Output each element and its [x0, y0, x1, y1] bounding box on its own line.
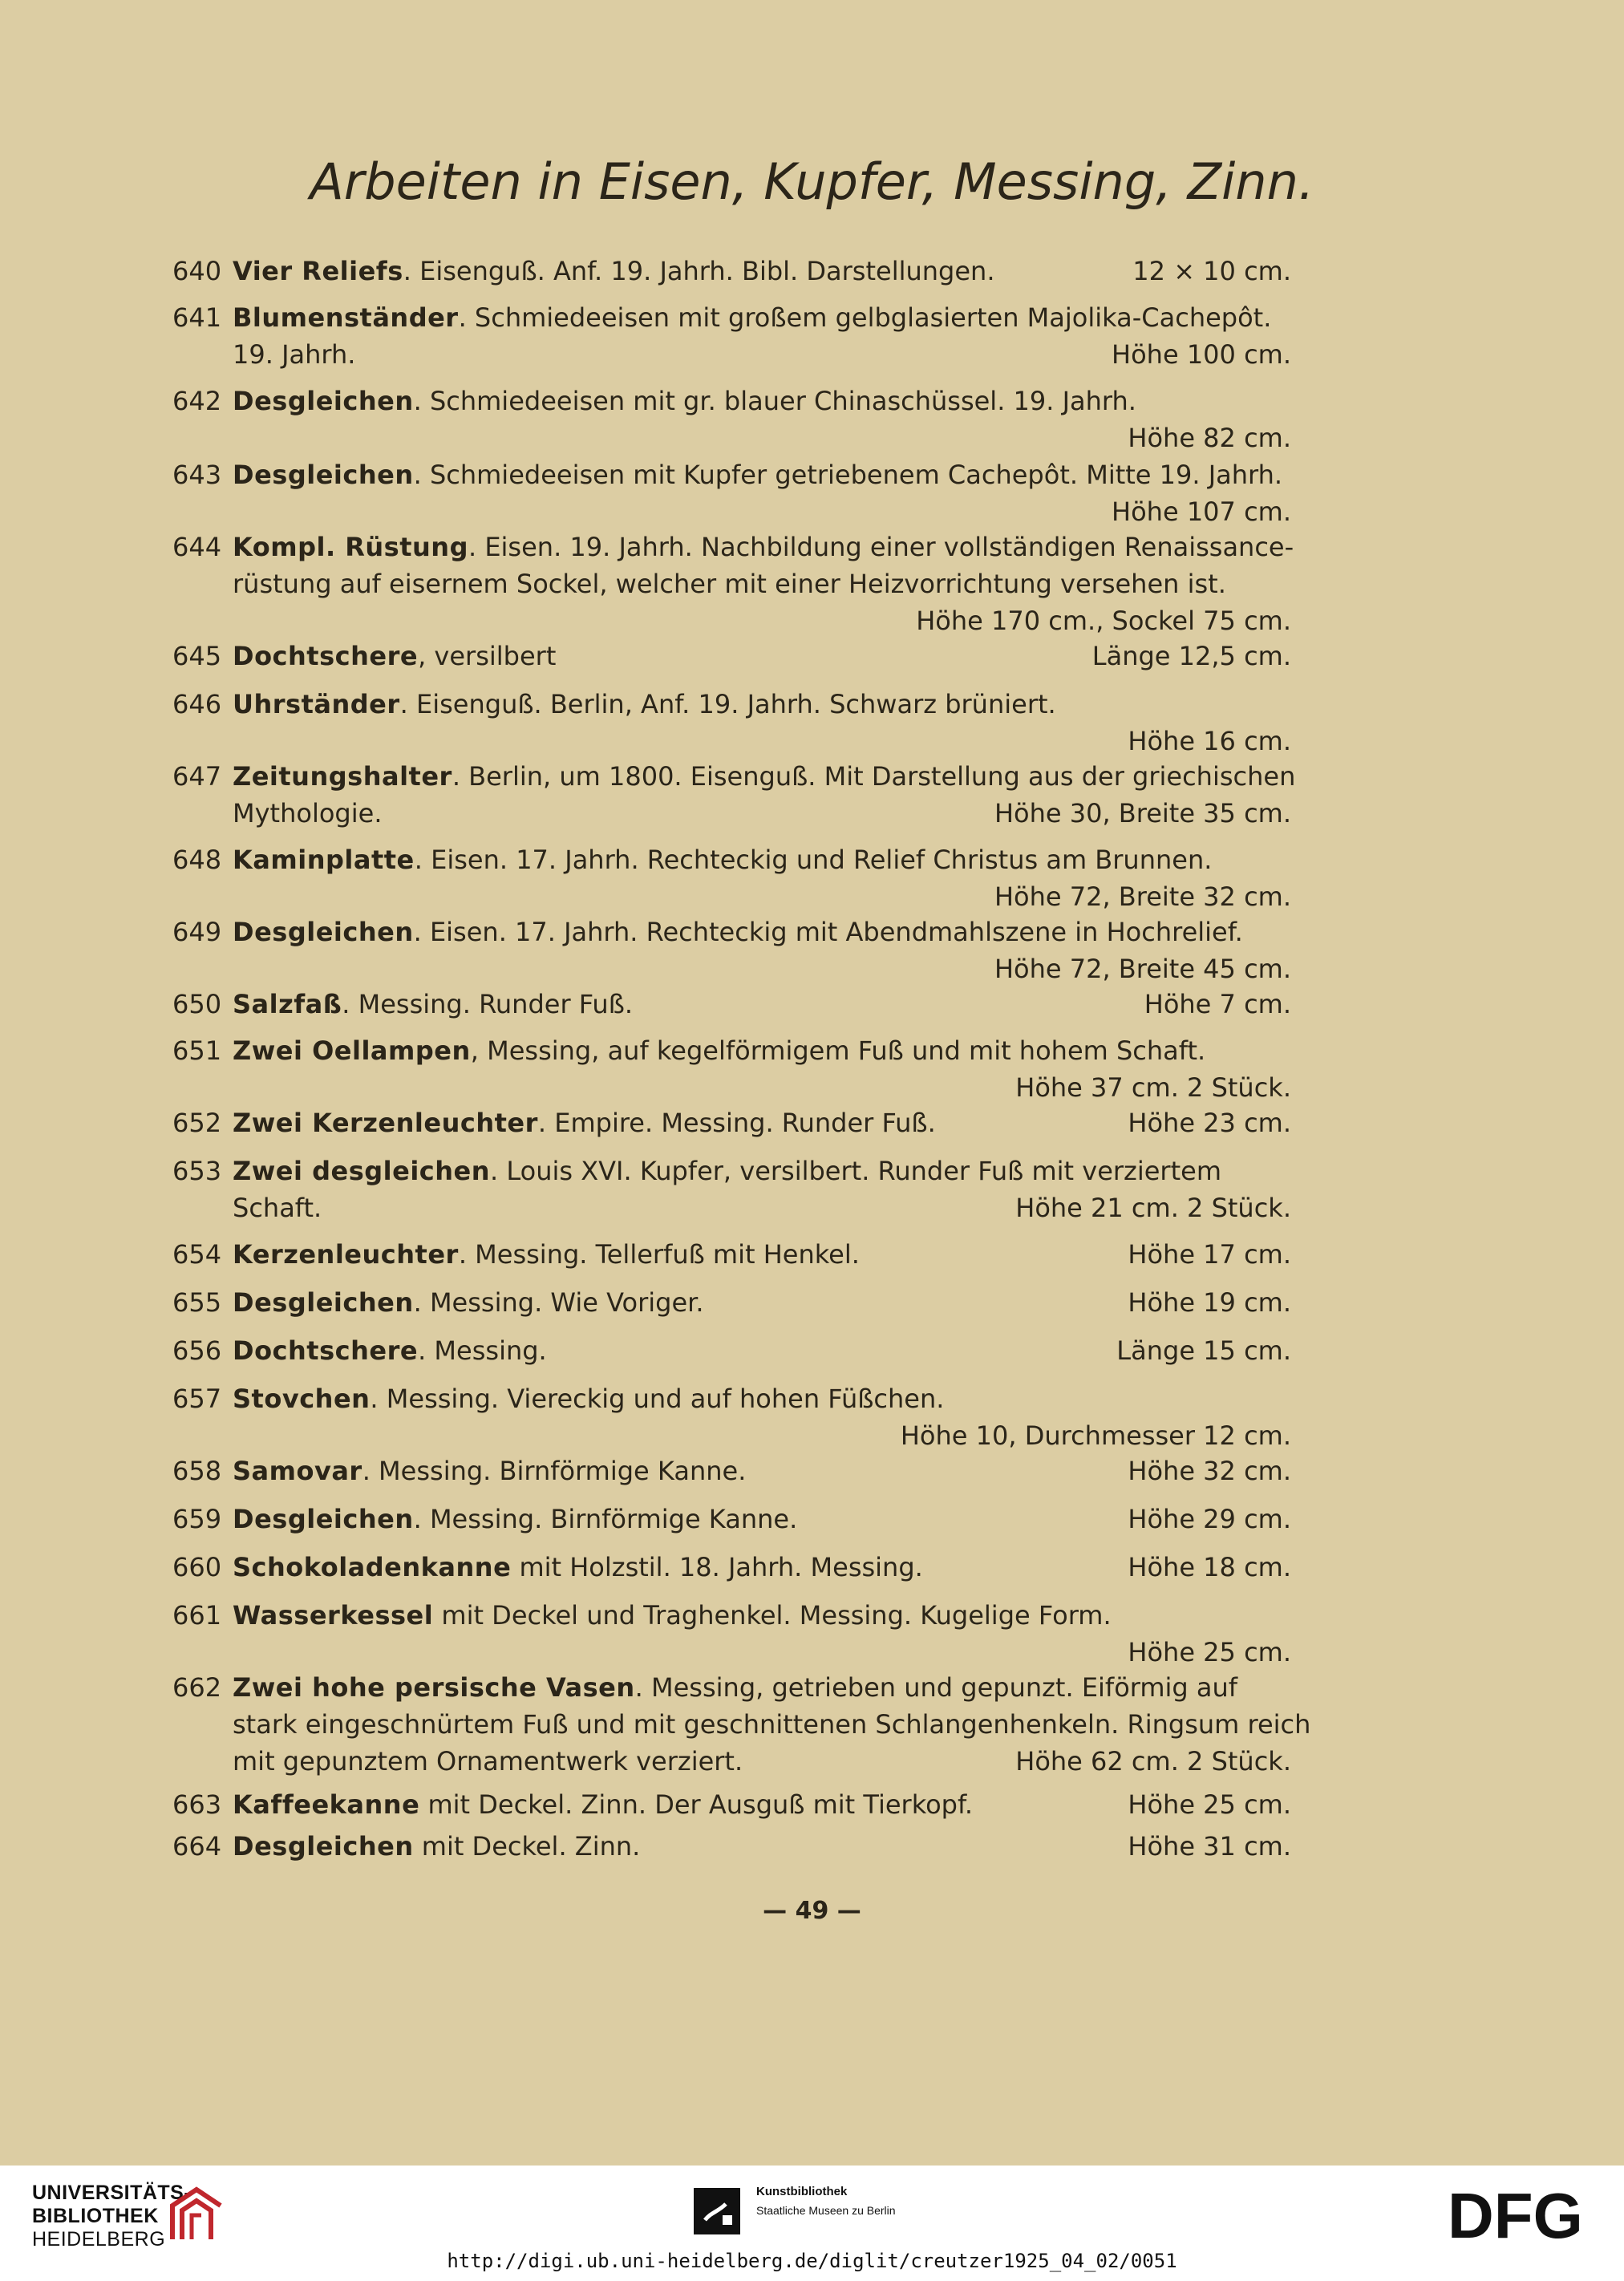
page-number: — 49 —	[763, 1897, 861, 1925]
catalog-entry-650	[172, 986, 1339, 1023]
entry-description: . Messing.	[418, 1335, 547, 1366]
entry-name: Zwei Kerzenleuchter	[233, 1108, 538, 1138]
entry-name: Wasserkessel	[233, 1600, 434, 1631]
entry-name: Desgleichen	[233, 1287, 414, 1318]
entry-description: . Messing. Birnförmige Kanne.	[413, 1504, 798, 1534]
entry-description-cont: Schaft.	[233, 1193, 322, 1223]
catalog-entry-664	[172, 1828, 1339, 1865]
entry-description: mit Deckel. Zinn. Der Ausguß mit Tierkopf.	[419, 1789, 974, 1820]
catalog-entry-646	[172, 686, 1339, 760]
entry-measure: Höhe 82 cm.	[1128, 423, 1291, 453]
entry-description-cont: 19. Jahrh.	[233, 339, 356, 370]
ub-logo-line3: HEIDELBERG	[32, 2228, 166, 2251]
catalog-entry-649	[172, 914, 1339, 987]
entry-number: 648	[172, 845, 222, 875]
entry-description: . Schmiedeeisen mit großem gelbglasierten Majolika-Cachepôt.	[458, 302, 1272, 333]
catalog-entry-662	[172, 1669, 1339, 1780]
entry-description: , Messing, auf kegelförmigem Fuß und mit hohem Schaft.	[470, 1035, 1206, 1066]
catalog-entry-661	[172, 1597, 1339, 1671]
entry-description-cont2: mit gepunztem Ornamentwerk verziert.	[233, 1746, 743, 1777]
entry-name: Salzfaß	[233, 989, 342, 1019]
ub-logo-line2: BIBLIOTHEK	[32, 2205, 159, 2227]
entry-measure: Höhe 21 cm. 2 Stück.	[1015, 1193, 1291, 1223]
entry-measure: Höhe 170 cm., Sockel 75 cm.	[916, 606, 1291, 636]
entry-name: Stovchen	[233, 1384, 371, 1414]
entry-name: Zwei hohe persische Vasen	[233, 1672, 635, 1703]
kunstbibliothek-logo[interactable]	[694, 2182, 934, 2238]
catalog-entry-640	[172, 253, 1339, 290]
entry-description: . Messing, getrieben und gepunzt. Eiförmig auf	[634, 1672, 1238, 1703]
catalog-entry-655	[172, 1284, 1339, 1321]
entry-name: Dochtschere	[233, 641, 419, 671]
entry-number: 653	[172, 1156, 222, 1186]
kunstbibliothek-name: Kunstbibliothek	[756, 2185, 848, 2198]
entry-number: 645	[172, 641, 222, 671]
entry-name: Blumenständer	[233, 302, 459, 333]
entry-number: 644	[172, 532, 222, 562]
entry-number: 664	[172, 1831, 222, 1862]
entry-number: 655	[172, 1287, 222, 1318]
catalog-entry-660	[172, 1549, 1339, 1586]
entry-description: . Eisen. 17. Jahrh. Rechteckig mit Abendmahlszene in Hochrelief.	[413, 917, 1243, 947]
dfg-logo[interactable]	[1448, 2188, 1608, 2244]
entry-description-cont: Mythologie.	[233, 798, 383, 829]
catalog-entry-659	[172, 1501, 1339, 1538]
entry-description-cont: stark eingeschnürtem Fuß und mit geschnittenen Schlangenhenkeln. Ringsum reich	[233, 1709, 1311, 1740]
entry-description: . Eisen. 17. Jahrh. Rechteckig und Relief Christus am Brunnen.	[414, 845, 1213, 875]
catalog-entry-658	[172, 1452, 1339, 1489]
entry-description: mit Deckel und Traghenkel. Messing. Kugelige Form.	[433, 1600, 1112, 1631]
entry-measure: Höhe 107 cm.	[1112, 496, 1291, 527]
entry-measure: 12 × 10 cm.	[1132, 256, 1291, 286]
entry-measure: Länge 12,5 cm.	[1091, 641, 1291, 671]
entry-measure: Höhe 29 cm.	[1128, 1504, 1291, 1534]
entry-number: 642	[172, 386, 222, 416]
entry-number: 641	[172, 302, 222, 333]
entry-description: . Messing. Viereckig und auf hohen Füßchen.	[370, 1384, 945, 1414]
catalog-entry-648	[172, 841, 1339, 915]
entry-measure: Höhe 31 cm.	[1128, 1831, 1291, 1862]
entry-number: 661	[172, 1600, 222, 1631]
entry-measure: Höhe 16 cm.	[1128, 726, 1291, 756]
entry-measure: Höhe 100 cm.	[1112, 339, 1291, 370]
catalog-entry-657	[172, 1380, 1339, 1454]
entry-description: , versilbert	[418, 641, 557, 671]
catalog-entry-642	[172, 383, 1339, 456]
entry-name: Kaffeekanne	[233, 1789, 420, 1820]
ub-logo-line1: UNIVERSITÄTS-	[32, 2182, 192, 2204]
entry-measure: Höhe 23 cm.	[1128, 1108, 1291, 1138]
entry-number: 656	[172, 1335, 222, 1366]
entry-number: 652	[172, 1108, 222, 1138]
entry-name: Kerzenleuchter	[233, 1239, 459, 1270]
entry-name: Kompl. Rüstung	[233, 532, 468, 562]
entry-number: 658	[172, 1456, 222, 1486]
entry-number: 649	[172, 917, 222, 947]
entry-description: . Messing. Birnförmige Kanne.	[362, 1456, 747, 1486]
entry-measure: Höhe 37 cm. 2 Stück.	[1015, 1072, 1291, 1103]
entry-name: Desgleichen	[233, 460, 414, 490]
entry-name: Kaminplatte	[233, 845, 415, 875]
entry-description: . Eisenguß. Anf. 19. Jahrh. Bibl. Darstellungen.	[403, 256, 995, 286]
entry-number: 646	[172, 689, 222, 719]
entry-number: 663	[172, 1789, 222, 1820]
catalog-entry-652	[172, 1104, 1339, 1141]
catalog-entry-653	[172, 1153, 1339, 1226]
entry-number: 659	[172, 1504, 222, 1534]
catalog-entry-647	[172, 758, 1339, 832]
entry-number: 640	[172, 256, 222, 286]
entry-measure: Höhe 19 cm.	[1128, 1287, 1291, 1318]
ub-emblem-icon	[164, 2183, 229, 2247]
entry-name: Zwei Oellampen	[233, 1035, 471, 1066]
entry-description: . Schmiedeeisen mit Kupfer getriebenem Cachepôt. Mitte 19. Jahrh.	[413, 460, 1283, 490]
entry-description-cont: rüstung auf eisernem Sockel, welcher mit einer Heizvorrichtung versehen ist.	[233, 569, 1226, 599]
entry-description: . Berlin, um 1800. Eisenguß. Mit Darstellung aus der griechischen	[452, 761, 1296, 792]
entry-measure: Höhe 25 cm.	[1128, 1637, 1291, 1667]
catalog-entry-645	[172, 638, 1339, 675]
entry-name: Desgleichen	[233, 917, 414, 947]
entry-description: . Eisenguß. Berlin, Anf. 19. Jahrh. Schwarz brüniert.	[399, 689, 1056, 719]
entry-measure: Höhe 10, Durchmesser 12 cm.	[900, 1420, 1291, 1451]
entry-name: Schokoladenkanne	[233, 1552, 512, 1582]
entry-number: 647	[172, 761, 222, 792]
entry-number: 660	[172, 1552, 222, 1582]
entry-description: mit Deckel. Zinn.	[413, 1831, 641, 1862]
entry-description: . Messing. Runder Fuß.	[342, 989, 634, 1019]
entry-name: Desgleichen	[233, 1504, 414, 1534]
entry-number: 654	[172, 1239, 222, 1270]
entry-number: 650	[172, 989, 222, 1019]
entry-name: Desgleichen	[233, 1831, 414, 1862]
entry-measure: Höhe 7 cm.	[1144, 989, 1291, 1019]
entry-name: Vier Reliefs	[233, 256, 403, 286]
entry-name: Uhrständer	[233, 689, 400, 719]
entry-number: 651	[172, 1035, 222, 1066]
entry-description: . Messing. Wie Voriger.	[413, 1287, 704, 1318]
kunstbibliothek-emblem-icon	[694, 2188, 740, 2234]
catalog-entry-651	[172, 1032, 1339, 1106]
kunstbibliothek-subtitle: Staatliche Museen zu Berlin	[756, 2204, 896, 2217]
entry-name: Zwei desgleichen	[233, 1156, 491, 1186]
entry-name: Dochtschere	[233, 1335, 419, 1366]
entry-description: . Schmiedeeisen mit gr. blauer Chinaschüssel. 19. Jahrh.	[413, 386, 1136, 416]
entry-description: . Messing. Tellerfuß mit Henkel.	[458, 1239, 860, 1270]
entry-measure: Höhe 25 cm.	[1128, 1789, 1291, 1820]
entry-description: mit Holzstil. 18. Jahrh. Messing.	[511, 1552, 923, 1582]
entry-name: Zeitungshalter	[233, 761, 452, 792]
catalog-entry-654	[172, 1236, 1339, 1273]
page-title: Arbeiten in Eisen, Kupfer, Messing, Zinn.	[310, 152, 1314, 211]
entry-measure: Höhe 30, Breite 35 cm.	[994, 798, 1291, 829]
entry-description: . Empire. Messing. Runder Fuß.	[537, 1108, 936, 1138]
entry-measure: Höhe 72, Breite 32 cm.	[994, 881, 1291, 912]
entry-name: Desgleichen	[233, 386, 414, 416]
permalink-url[interactable]: http://digi.ub.uni-heidelberg.de/diglit/creutzer1925_04_02/0051	[447, 2250, 1177, 2272]
catalog-entry-643	[172, 456, 1339, 530]
dfg-text: DFG	[1448, 2188, 1583, 2244]
entry-measure: Höhe 72, Breite 45 cm.	[994, 954, 1291, 984]
entry-measure: Höhe 17 cm.	[1128, 1239, 1291, 1270]
entry-measure: Höhe 18 cm.	[1128, 1552, 1291, 1582]
entry-number: 643	[172, 460, 222, 490]
catalog-entry-644	[172, 529, 1339, 639]
entry-measure: Höhe 32 cm.	[1128, 1456, 1291, 1486]
catalog-entry-656	[172, 1332, 1339, 1369]
entry-name: Samovar	[233, 1456, 362, 1486]
entry-number: 657	[172, 1384, 222, 1414]
entry-measure: Länge 15 cm.	[1116, 1335, 1291, 1366]
catalog-entry-641	[172, 299, 1339, 373]
entry-number: 662	[172, 1672, 222, 1703]
entry-description: . Eisen. 19. Jahrh. Nachbildung einer vollständigen Renaissance-	[468, 532, 1294, 562]
catalog-entry-663	[172, 1786, 1339, 1823]
entry-description: . Louis XVI. Kupfer, versilbert. Runder Fuß mit verziertem	[490, 1156, 1221, 1186]
entry-measure: Höhe 62 cm. 2 Stück.	[1015, 1746, 1291, 1777]
